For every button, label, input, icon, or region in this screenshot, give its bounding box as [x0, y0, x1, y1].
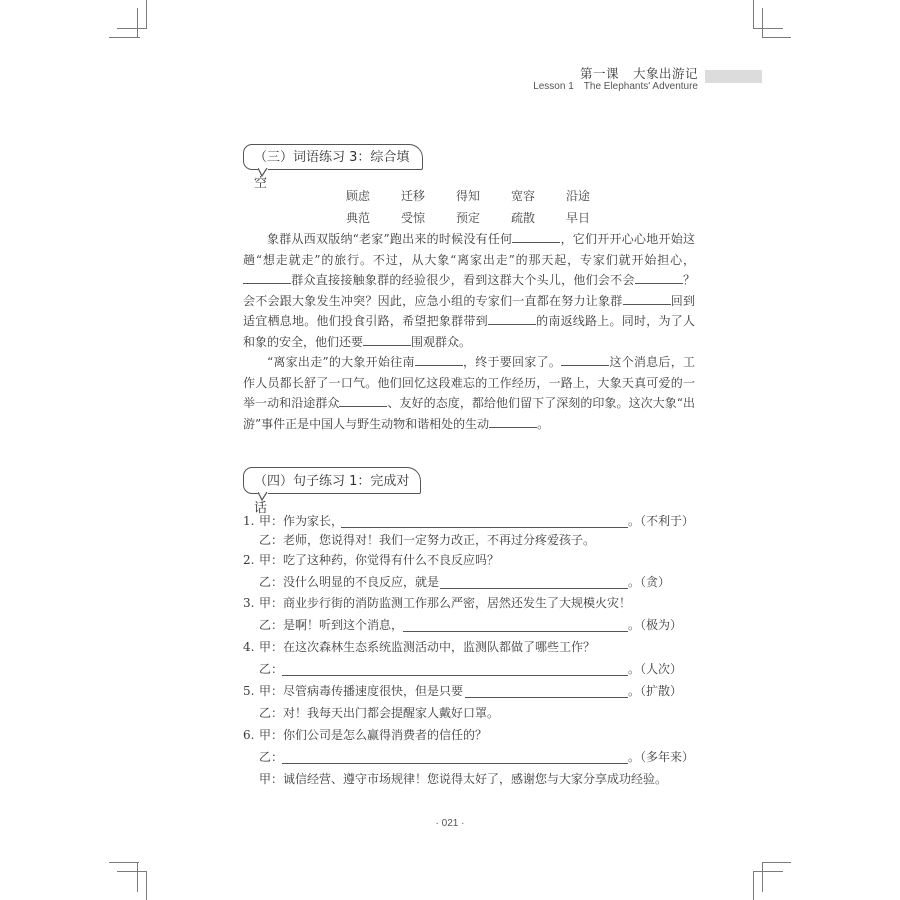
dialogue-line: 1. 甲：作为家长， — [243, 514, 344, 528]
word-bank-item: 迁移 — [401, 189, 426, 203]
dialogue-line: 6. 甲：你们公司是怎么赢得消费者的信任的？ — [243, 728, 488, 742]
blank-field[interactable] — [488, 312, 536, 325]
lesson-title-cn: 大象出游记 — [632, 66, 698, 81]
speech-tail-icon — [258, 168, 268, 178]
cloze-passage — [243, 229, 695, 434]
dialogue-line: 5. 甲：尽管病毒传播速度很快，但是只要 — [243, 684, 464, 698]
blank-field[interactable] — [561, 353, 609, 366]
blank-field[interactable] — [635, 271, 683, 284]
word-bank-item: 典范 — [346, 211, 371, 225]
lesson-number-cn: 第一课 — [579, 66, 619, 81]
hint-word: 。（多年来） — [628, 750, 695, 764]
blank-field[interactable] — [415, 353, 463, 366]
word-bank-item: 顾虑 — [346, 189, 371, 203]
blank-field[interactable] — [339, 394, 387, 407]
dialogue-line: 4. 甲：在这次森林生态系统监测活动中，监测队都做了哪些工作？ — [243, 640, 596, 654]
lesson-number-en: Lesson 1 — [533, 81, 574, 92]
answer-line[interactable] — [403, 617, 628, 632]
word-bank-item: 预定 — [456, 211, 481, 225]
blank-field[interactable] — [243, 271, 291, 284]
section-3-heading — [243, 144, 423, 191]
word-bank-item: 沿途 — [566, 189, 591, 203]
word-bank-item: 早日 — [566, 211, 591, 225]
section-3-title: （三）词语练习 3：综合填空 — [254, 150, 410, 191]
dialogue-line: 乙：对！我每天出门都会提醒家人戴好口罩。 — [259, 706, 500, 720]
hint-word: 。（人次） — [628, 662, 683, 676]
dialogue-line: 乙：没什么明显的不良反应，就是 — [259, 575, 440, 589]
word-bank-item: 疏散 — [511, 211, 536, 225]
answer-line[interactable] — [465, 683, 628, 698]
answer-line[interactable] — [282, 749, 628, 764]
dialogue-line: 乙： — [259, 662, 284, 676]
dialogue-line: 甲：诚信经营、遵守市场规律！您说得太好了，感谢您与大家分享成功经验。 — [259, 772, 668, 786]
dialogue-line: 乙：老师，您说得对！我们一定努力改正，不再过分疼爱孩子。 — [259, 533, 596, 547]
blank-field[interactable] — [363, 333, 411, 346]
dialogue-line: 3. 甲：商业步行街的消防监测工作那么严密，居然还发生了大规模火灾！ — [243, 596, 632, 610]
word-bank-item: 宽容 — [511, 189, 536, 203]
speech-tail-icon — [258, 492, 268, 502]
section-4-heading — [243, 467, 421, 516]
word-bank-item: 受惊 — [401, 211, 426, 225]
hint-word: 。（贪） — [628, 575, 671, 589]
answer-line[interactable] — [282, 661, 628, 676]
hint-word: 。（极为） — [628, 618, 683, 632]
running-header-en — [533, 81, 698, 92]
hint-word: 。（扩散） — [628, 684, 683, 698]
answer-line[interactable] — [341, 513, 628, 528]
lesson-title-en: The Elephants' Adventure — [583, 81, 698, 92]
answer-line[interactable] — [440, 574, 628, 589]
cloze-paragraph-1: 象群从西双版纳“老家”跑出来的时候没有任何 ，它们开开心心地开始这趟“想走就走”的旅行。不过，从大象“离家出走”的那天起，专家们就开始担心，群众直接接触象群的经验很少，看到这群大个头儿，他们会不会 ？会不会跟大象发生冲突？因此，应急小组的专家们一直都在努力让象群 回到适宜栖息地。他们投食引路，希望把象群带到 的南返线路上。同时，为了人和象的安全，他们还要 围观群众。 — [243, 232, 695, 349]
dialogue-line: 乙： — [259, 750, 284, 764]
cloze-paragraph-2: “离家出走”的大象开始往南 ，终于要回家了。 这个消息后，工作人员都长舒了一口气。他们回忆这段难忘的工作经历，一路上，大象天真可爱的一举一动和沿途群众 、友好的态度，都给他们留下了深刻的印象。这次大象“出游”事件正是中国人与野生动物和谐相处的生动 。 — [243, 355, 695, 431]
header-tab-bar — [705, 70, 762, 83]
blank-field[interactable] — [623, 292, 671, 305]
running-header-cn — [580, 64, 698, 82]
blank-field[interactable] — [489, 415, 537, 428]
word-bank-item: 得知 — [456, 189, 481, 203]
hint-word: 。（不利于） — [628, 514, 695, 528]
section-4-title: （四）句子练习 1：完成对话 — [254, 474, 410, 516]
page-number: · 021 · — [435, 818, 465, 829]
dialogue-line: 2. 甲：吃了这种药，你觉得有什么不良反应吗？ — [243, 553, 500, 567]
blank-field[interactable] — [512, 230, 560, 243]
dialogue-line: 乙：是啊！听到这个消息， — [259, 618, 404, 632]
